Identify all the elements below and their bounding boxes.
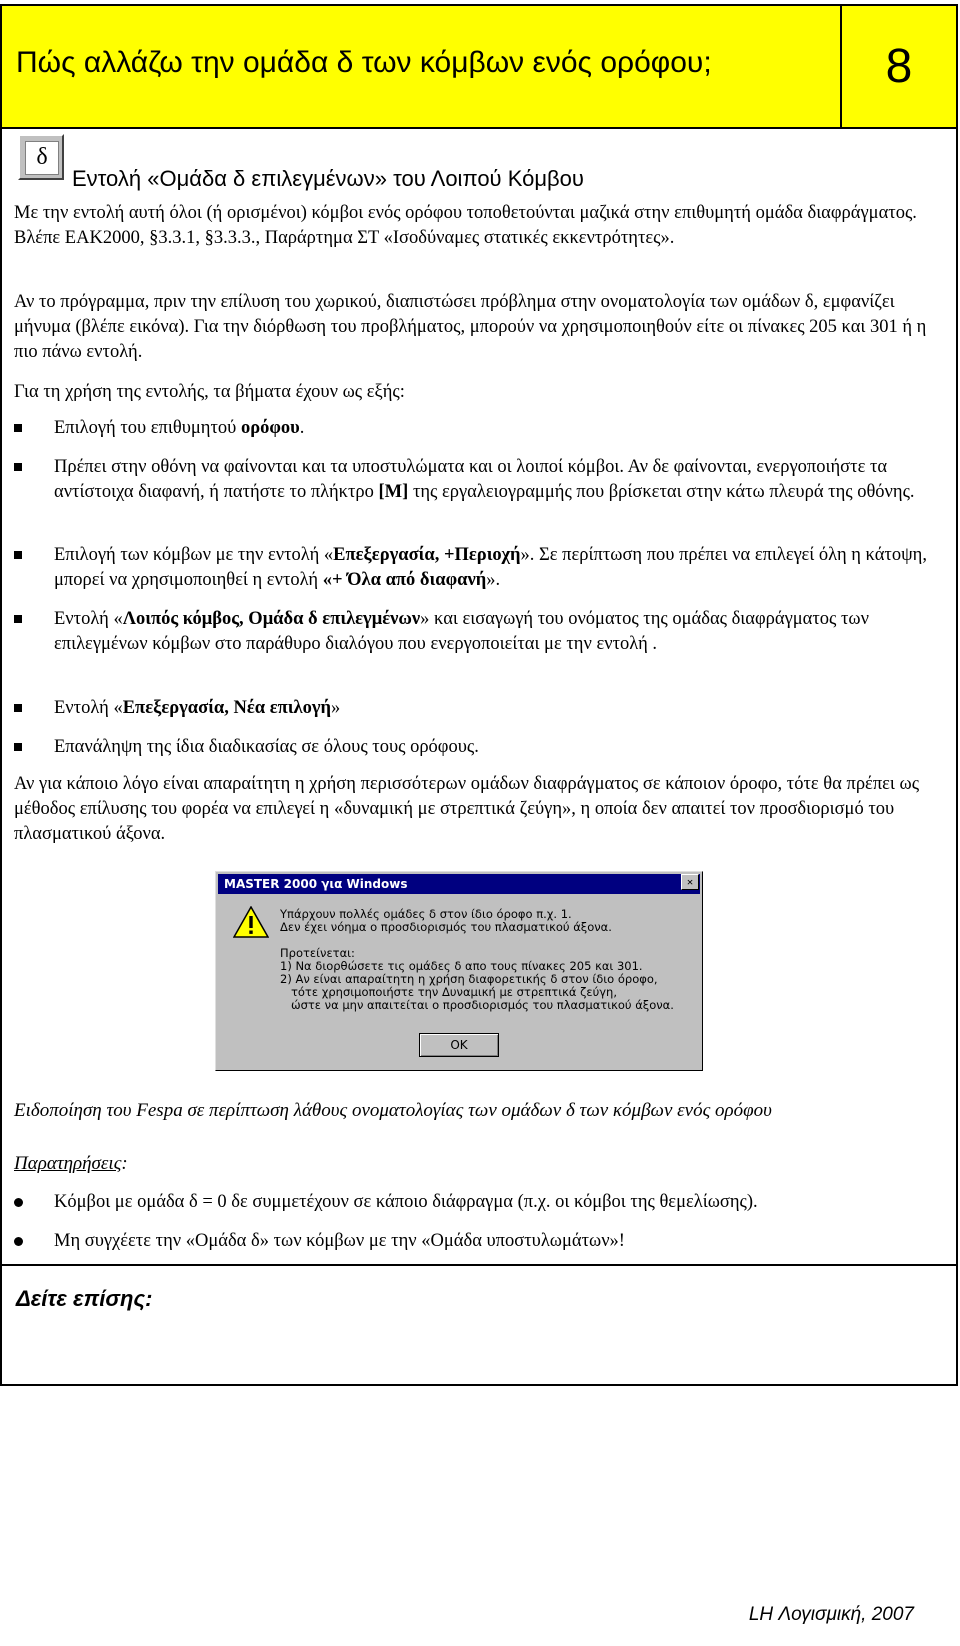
step-text: ». Σε περίπτωση που πρέπει να επιλεγεί όλη η κάτοψη, μπορεί να χρησιμοποιηθεί η εντολή: [54, 545, 927, 590]
closing-paragraph: Αν για κάποιο λόγο είναι απαραίτητη η χρήση περισσότερων ομάδων διαφράγματος σε κάποιον όροφο, τότε θα πρέπει ως μέθοδος επίλυσης του φορέα να επιλεγεί η «δυναμική με στρεπτικά ζεύγη», η οποία δεν απαιτεί τον προσδιορισμό του πλασματικού άξονα.: [14, 774, 920, 844]
intro-paragraph: Με την εντολή αυτή όλοι (ή ορισμένοι) κόμβοι ενός ορόφου τοποθετούνται μαζικά στην επιθυμητή ομάδα διαφράγματος. Βλέπε ΕΑΚ2000, §3.3.1, §3.3.3., Παράρτημα ΣΤ «Ισοδύναμες στατικές εκκεντρότητες».: [14, 203, 917, 248]
dialog-message: Υπάρχουν πολλές ομάδες δ στον ίδιο όροφο π.χ. 1. Δεν έχει νόημα ο προσδιορισμός του πλασματικού άξονα. Προτείνεται: 1) Να διορθώσετε τις ομάδες δ απο τους πίνακες 205 και 301. 2) Αν είναι απαραίτητη η χρήση διαφορετικής δ στον ίδιο όροφο, τότε χρησιμοποιήστε την Δυναμική με στρεπτικά ζεύγη, ώστε να μην απαιτείται ο προσδιορισμός του πλασματικού άξονα.: [280, 907, 674, 1012]
step-bold: «+ Όλα από διαφανή: [322, 570, 487, 590]
step-text: Εντολή «: [54, 698, 123, 718]
step-text: ».: [486, 570, 501, 590]
square-bullet-icon: [14, 551, 22, 559]
step-bold: ορόφου: [240, 418, 300, 438]
step-bold: [M]: [378, 482, 409, 502]
title-bar: [2, 6, 956, 129]
step-bold: Επεξεργασία, +Περιοχή: [333, 545, 521, 565]
step-text: .: [299, 418, 305, 438]
chapter-number: 8: [885, 40, 913, 93]
step-text: της εργαλειογραμμής που βρίσκεται στην κάτω πλευρά της οθόνης.: [408, 482, 915, 502]
problem-paragraph: Αν το πρόγραμμα, πριν την επίλυση του χωρικού, διαπιστώσει πρόβλημα στην ονοματολογία των ομάδων δ, εμφανίζει μήνυμα (βλέπε εικόνα). Για την διόρθωση του προβλήματος, μπορούν να χρησιμοποιηθούν είτε οι πίνακες 205 και 301 ή η πιο πάνω εντολή.: [14, 292, 927, 362]
step-bold: Επεξεργασία, Νέα επιλογή: [122, 698, 331, 718]
square-bullet-icon: [14, 704, 22, 712]
command-title: Εντολή «Ομάδα δ επιλεγμένων» του Λοιπού Κόμβου: [72, 166, 584, 191]
delta-glyph: δ: [25, 141, 59, 175]
step-text: Πρέπει στην οθόνη να φαίνονται και τα υποστυλώματα και οι λοιποί κόμβοι. Αν δε φαίνονται, ενεργοποιήστε τα αντίστοιχα διαφανή, ή πατήστε το πλήκτρο: [54, 457, 888, 502]
round-bullet-icon: [14, 1237, 23, 1246]
page-title: Πώς αλλάζω την ομάδα δ των κόμβων ενός ορόφου;: [16, 46, 712, 79]
square-bullet-icon: [14, 424, 22, 432]
warning-dialog: [215, 871, 703, 1071]
footer-credit: LH Λογισμική, 2007: [748, 1604, 914, 1625]
step-text: Επιλογή του επιθυμητού: [54, 418, 241, 438]
notes-heading: [14, 1153, 128, 1175]
note-text: Κόμβοι με ομάδα δ = 0 δε συμμετέχουν σε κάποιο διάφραγμα (π.χ. οι κόμβοι της θεμελίωσης).: [54, 1192, 758, 1212]
steps-intro: Για τη χρήση της εντολής, τα βήματα έχουν ως εξής:: [14, 382, 405, 402]
notes-heading-colon: :: [121, 1153, 128, 1174]
round-bullet-icon: [14, 1198, 23, 1207]
square-bullet-icon: [14, 743, 22, 751]
square-bullet-icon: [14, 463, 22, 471]
step-bold: Λοιπός κόμβος, Ομάδα δ επιλεγμένων: [122, 609, 421, 629]
delta-command-icon[interactable]: [18, 134, 64, 180]
ok-button[interactable]: OK: [419, 1033, 499, 1057]
step-text: » και εισαγωγή του ονόματος της ομάδας διαφράγματος των επιλεγμένων κόμβων στο παράθυρο διαλόγου που ενεργοποιείται με την εντολή .: [54, 609, 869, 654]
note-text: Μη συγχέετε την «Ομάδα δ» των κόμβων με την «Ομάδα υποστυλωμάτων»!: [54, 1231, 625, 1251]
close-icon[interactable]: ×: [681, 874, 699, 890]
step-text: Εντολή «: [54, 609, 123, 629]
square-bullet-icon: [14, 615, 22, 623]
dialog-title: MASTER 2000 για Windows: [224, 877, 408, 891]
figure-caption: Ειδοποίηση του Fespa σε περίπτωση λάθους ονοματολογίας των ομάδων δ των κόμβων ενός ορόφου: [14, 1100, 772, 1121]
step-text: »: [331, 698, 341, 718]
notes-heading-text: Παρατηρήσεις: [14, 1153, 122, 1174]
dialog-title-bar: [218, 874, 700, 894]
step-text: Επανάληψη της ίδια διαδικασίας σε όλους τους ορόφους.: [54, 737, 479, 757]
see-also-heading: Δείτε επίσης:: [16, 1286, 153, 1311]
section-divider: [2, 1264, 956, 1266]
step-text: Επιλογή των κόμβων με την εντολή «: [54, 545, 334, 565]
warning-icon: [233, 906, 269, 938]
